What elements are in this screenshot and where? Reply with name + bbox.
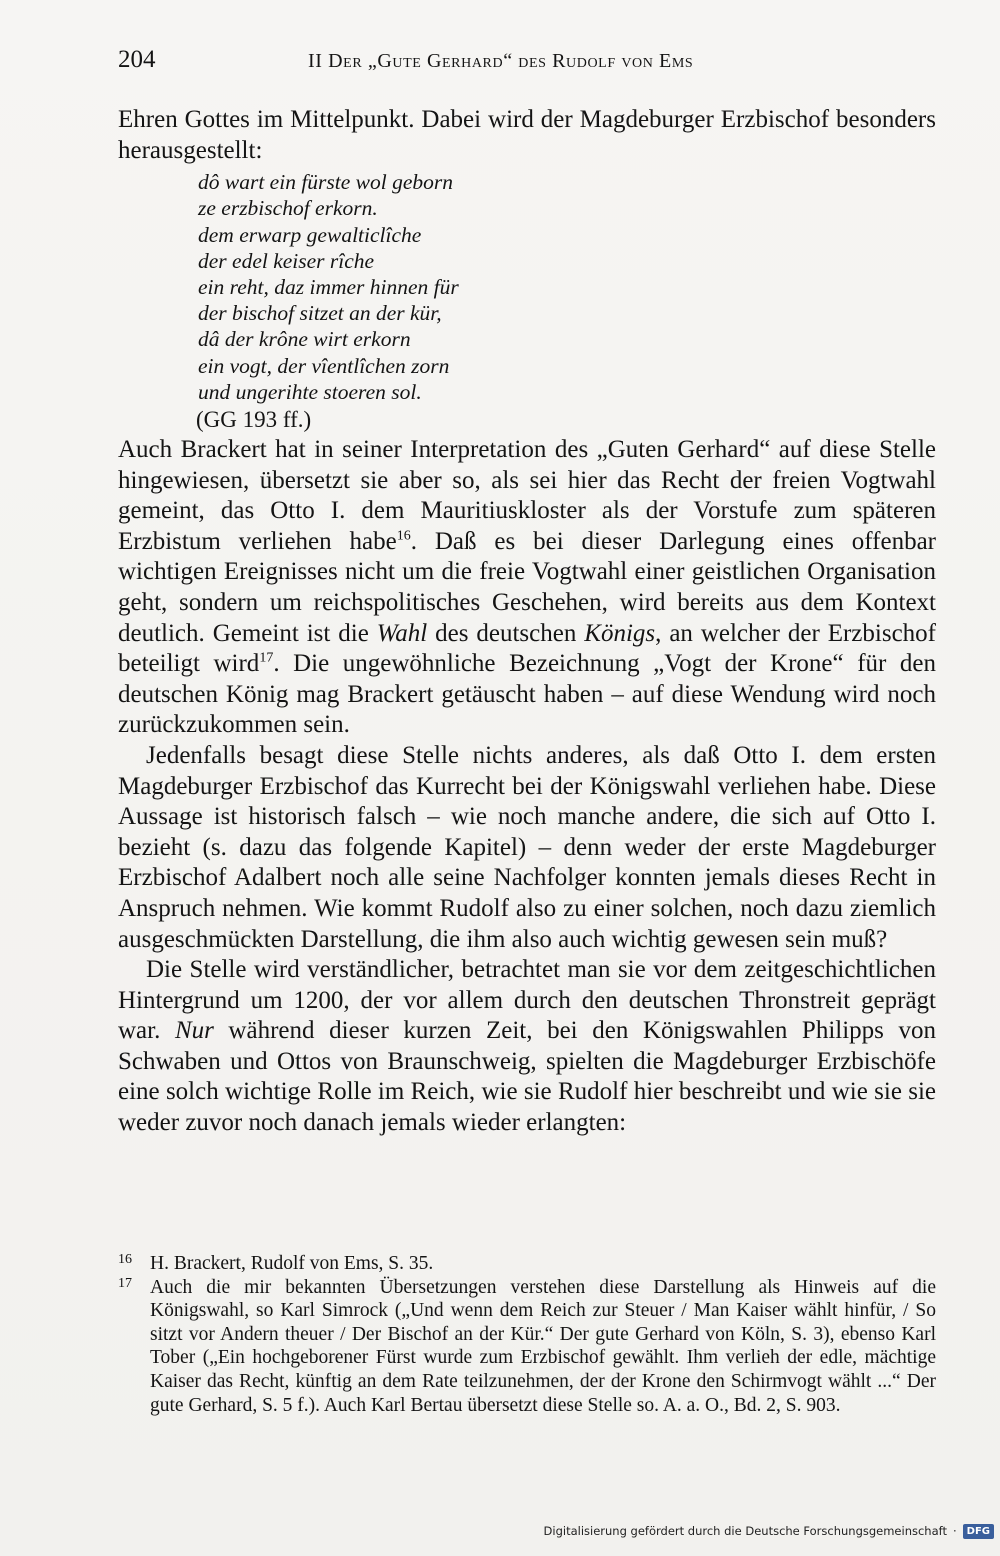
verse-line: der bischof sitzet an der kür, (198, 301, 442, 326)
paragraph-kurrecht: Jedenfalls besagt diese Stelle nichts anderes, als daß Otto I. dem ersten Magdeburger Erzbischof das Kurrecht bei der Königswahl verliehen habe. Diese Aussage ist historisch falsch – wie noch manche andere, die sich auf Otto I. bezieht (s. dazu das folgende Kapitel) – denn weder der erste Magdeburger Erzbischof Adalbert noch alle seine Nachfolger konnten jemals dieses Recht in Anspruch nehmen. Wie kommt Rudolf also zu einer solchen, noch dazu ziemlich ausgeschmückten Darstellung, die ihm also auch wichtig gewesen sein muß? (118, 741, 936, 953)
intro-paragraph: Ehren Gottes im Mittelpunkt. Dabei wird der Magdeburger Erzbischof besonders herausgestellt: (118, 106, 936, 164)
verse-line: ein vogt, der vîentlîchen zorn (198, 353, 450, 378)
body-text (118, 105, 936, 1139)
verse-quotation (198, 169, 936, 435)
footnote-ref[interactable]: 16 (396, 528, 411, 544)
emphasis: Wahl (376, 619, 428, 647)
text-run: Die Stelle wird verständlicher, betrachtet man sie vor dem zeitgeschichtlichen Hintergrund um 1200, der vor allem durch den deutschen Thronstreit geprägt war. (118, 956, 936, 1045)
paragraph-brackert (118, 435, 936, 741)
footnote-number: 17 (118, 1275, 132, 1291)
page-header (118, 46, 936, 82)
page-number: 204 (118, 46, 156, 73)
funding-banner (544, 1520, 1000, 1542)
dfg-logo-icon: DFG (963, 1524, 994, 1539)
funding-text: Digitalisierung gefördert durch die Deutsche Forschungsgemeinschaft (543, 1524, 947, 1538)
text-run: während dieser kurzen Zeit, bei den Königswahlen Philipps von Schwaben und Ottos von Braunschweig, spielten die Magdeburger Erzbischöfe eine solch wichtige Rolle im Reich, wie sie Rudolf hier beschreibt und wie sie sie weder zuvor noch danach jemals wieder erlangten: (118, 1017, 936, 1137)
text-run: des deutschen (427, 619, 585, 647)
verse-line: der edel keiser rîche (198, 248, 375, 273)
paragraph-thronstreit (118, 955, 936, 1139)
footnote-text: H. Brackert, Rudolf von Ems, S. 35. (150, 1253, 434, 1274)
verse-citation: (GG 193 ff.) (196, 407, 312, 433)
footnotes (118, 1252, 936, 1417)
footnote-ref[interactable]: 17 (259, 650, 274, 666)
verse-line: dô wart ein fürste wol geborn (198, 170, 454, 195)
footnote-number: 16 (118, 1252, 132, 1267)
text-run: . Die ungewöhnliche Bezeichnung „Vogt der Krone“ für den deutschen König mag Brackert getäuscht haben – auf diese Wendung wird noch zurückzukommen sein. (118, 650, 936, 739)
verse-line: dâ der krône wirt erkorn (198, 327, 411, 352)
verse-line: dem erwarp gewalticlîche (198, 222, 422, 247)
text-run: , an welcher der Erzbischof beteiligt wird (118, 619, 937, 678)
text-run: Auch Brackert hat in seiner Interpretation des „Guten Gerhard“ auf diese Stelle hingewiesen, übersetzt sie aber so, als sei hier das Recht der freien Vogtwahl gemeint, das Otto I. dem Mauritiuskloster als der Vorstufe zum späteren Erzbistum verliehen habe (118, 436, 936, 555)
verse-line: und ungerihte stoeren sol. (198, 379, 422, 404)
verse-line: ze erzbischof erkorn. (198, 196, 378, 221)
emphasis: Nur (174, 1017, 214, 1045)
text-run: . Daß es bei dieser Darlegung eines offenbar wichtigen Ereignisses nicht um die freie Vogtwahl einer geistlichen Organisation geht, sondern um reichspolitisches Geschehen, wird bereits aus dem Kontext deutlich. Gemeint ist die (118, 527, 936, 647)
verse-line: ein reht, daz immer hinnen für (198, 275, 459, 299)
emphasis: Königs (584, 619, 656, 647)
footnote-text: Auch die mir bekannten Übersetzungen verstehen diese Darstellung als Hinweis auf die Königswahl, so Karl Simrock („Und wenn dem Reich zur Steuer / Man Kaiser wählt hinfür, / So sitzt vor Andern theuer / Der Bischof an der Kür.“ Der gute Gerhard von Köln, S. 3), ebenso Karl Tober („Ein hochgeborener Fürst wurde zum Erzbischof gewählt. Ihm verlieh der edle, mächtige Kaiser das Recht, künftig an dem Rate teilzunehmen, der der Krone den Schirmvogt wählt ...“ Der gute Gerhard, S. 5 f.). Auch Karl Bertau übersetzt diese Stelle so. A. a. O., Bd. 2, S. 903. (150, 1276, 936, 1416)
footnote (118, 1276, 936, 1418)
running-head: II Der „Gute Gerhard“ des Rudolf von Ems (308, 50, 694, 72)
separator-dot: · (953, 1524, 957, 1538)
footnote (118, 1252, 936, 1276)
